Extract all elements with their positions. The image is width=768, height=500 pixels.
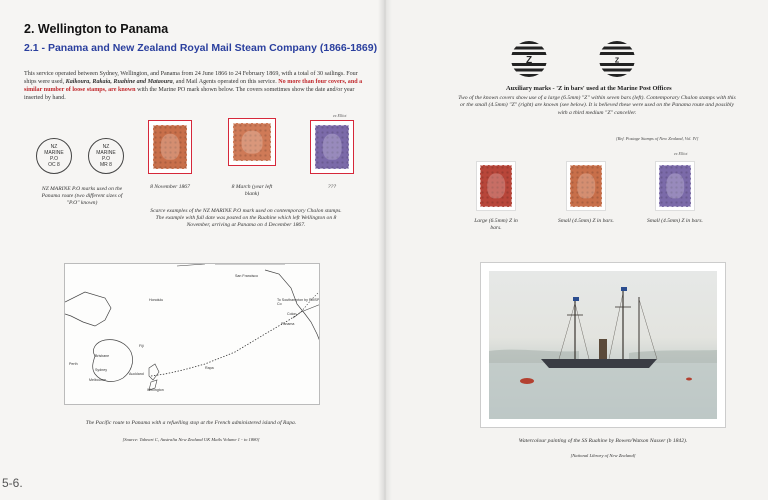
sub-title-text: - Panama and New Zealand Royal Mail Steam Company (1866-1869) [38, 42, 378, 54]
cancel-line: NZ [50, 144, 58, 150]
stamp-image [148, 120, 192, 174]
map-label: San Francisco [235, 274, 258, 278]
stamp-caption: ??? [327, 184, 337, 190]
intro-text-2: , and Mail Agents operated on this service. [172, 79, 277, 85]
z-in-bars-small [598, 40, 636, 78]
stamp-image [310, 120, 354, 174]
z-letter: Z [614, 57, 620, 65]
cancel-line: MR 8 [100, 162, 112, 168]
map-caption: The Pacific route to Panama with a refuelling stop at the French administered island of Rapa. [85, 420, 297, 426]
map-label: Honolulu [149, 298, 164, 302]
map-source: [Source: Tabeart C, Australia New Zealand UK Mails Volume 1 - to 1880] [122, 437, 260, 442]
stamp-image [228, 118, 276, 166]
map-label: Melbourne [89, 378, 106, 382]
section-title: 2. Wellington to Panama [24, 22, 169, 36]
cancel-line: MARINE [44, 150, 64, 156]
map-label: Panama [281, 322, 295, 326]
page-mark: 5-6. [2, 476, 23, 490]
intro-text-1: This service operated between Sydney, Wellington, and Panama from 24 June 1866 to 24 February 1869, with a total of 30 sailings. Four ships were used, [24, 71, 358, 85]
stamps-caption: Scarce examples of the NZ MARINE P.O mark used on contemporary Chalon stamps. The example with full date was posted on the Ruahine which left Wellington on 8 November, arriving at Panama on 4 December 1867. [150, 208, 342, 229]
map-label: Auckland [129, 372, 144, 376]
stamp-caption: 8 November 1867 [150, 184, 190, 190]
map-label: Fiji [139, 344, 144, 348]
map-label: Perth [69, 362, 78, 366]
painting-source: [National Library of New Zealand] [570, 453, 636, 458]
stamp-caption: Large (6.5mm) Z in bars. [474, 218, 518, 232]
intro-paragraph [24, 70, 364, 102]
aux-reference: [Ref. Postage Stamps of New Zealand, Vol. IV] [616, 136, 699, 141]
intro-ships: Kaikoura, Rakaia, Ruahine and Mataoura [65, 79, 173, 85]
stamp-image [566, 161, 606, 211]
marine-po-cancel-oc [36, 138, 72, 174]
ex-elliot-note: ex Elliot [674, 151, 688, 156]
map-label: Colon [287, 312, 297, 316]
intro-text-3: with the Marine PO mark shown below. The covers sometimes show the date and/or year inserted by hand. [24, 87, 355, 101]
ruahine-painting [480, 262, 726, 428]
stamp-image [655, 161, 695, 211]
ex-elliot-note: ex Elliot [333, 113, 347, 118]
marine-po-cancel-mr [88, 138, 124, 174]
stamp-caption: Small (4.5mm) Z in bars. [647, 218, 703, 224]
sub-number: 2.1 [24, 42, 39, 54]
z-in-bars-large [510, 40, 548, 78]
intro-highlight: No more than four covers, and a similar number of loose stamps, are known [24, 79, 363, 93]
ship-painting-image [489, 271, 717, 419]
book-gutter [378, 0, 392, 500]
cancel-line: OC 8 [48, 162, 60, 168]
stamp-caption: 8 March (year left blank) [231, 184, 273, 198]
aux-marks-text: Two of the known covers show use of a large (6.5mm) "Z" within seven bars (left). Contemporary Chalon stamps with this or the small (4.5mm) "Z" (right) are known (see below). It is believed these were used on the Panama route and possibly with a third medium "Z" canceller. [458, 95, 736, 116]
cancel-caption: NZ MARINE P.O marks used on the Panama route (two different sizes of "P.O" known) [41, 186, 123, 207]
map-label: Rapa [205, 366, 214, 370]
z-letter: Z [525, 55, 533, 66]
cancel-line: NZ [102, 144, 110, 150]
aux-marks-title: Auxiliary marks - 'Z in bars' used at the Marine Post Offices [506, 85, 672, 92]
map-label: Brisbane [95, 354, 110, 358]
painting-caption: Watercolour painting of the SS Ruahine by Bowen/Watson Nasser (b 1842). [518, 438, 688, 444]
cancel-line: MARINE [96, 150, 116, 156]
cancel-line: P.O [50, 156, 58, 162]
map-label: Sydney [95, 368, 107, 372]
sub-title [24, 42, 377, 54]
cancel-line: P.O [102, 156, 110, 162]
map-outline [65, 264, 320, 405]
stamp-caption: Small (4.5mm) Z in bars. [558, 218, 614, 224]
map-label: To Southampton by RMSP Co [277, 298, 320, 306]
pacific-route-map [64, 263, 320, 405]
map-label: Wellington [147, 388, 164, 392]
stamp-image [476, 161, 516, 211]
